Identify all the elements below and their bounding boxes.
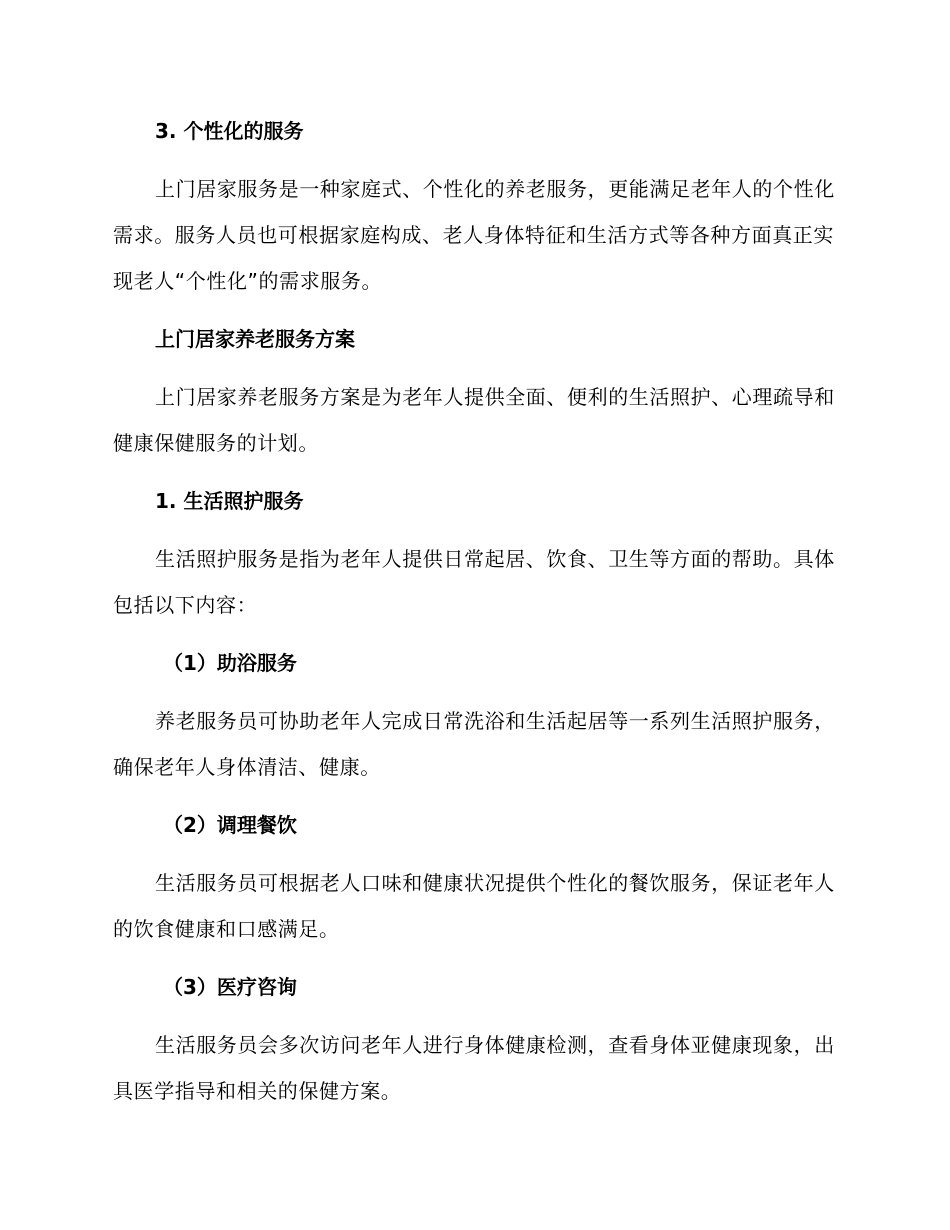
document-page <box>113 108 837 1114</box>
paragraph-medical-consult: 生活服务员会多次访问老年人进行身体健康检测，查看身体亚健康现象，出具医学指导和相关的保健方案。 <box>113 1033 835 1103</box>
section-heading-life-care: 1. 生活照护服务 <box>155 489 304 513</box>
paragraph-personalized-service: 上门居家服务是一种家庭式、个性化的养老服务，更能满足老年人的个性化需求。服务人员也可根据家庭构成、老人身体特征和生活方式等各种方面真正实现老人“个性化”的需求服务。 <box>113 177 835 293</box>
subheading-bathing: （1）助浴服务 <box>163 651 297 675</box>
subheading-catering: （2）调理餐饮 <box>163 813 297 837</box>
section-heading-service-plan: 上门居家养老服务方案 <box>155 327 355 351</box>
section-heading-personalized-service: 3. 个性化的服务 <box>155 119 304 143</box>
paragraph-bathing: 养老服务员可协助老年人完成日常洗浴和生活起居等一系列生活照护服务，确保老年人身体清洁、健康。 <box>113 709 835 779</box>
paragraph-service-plan: 上门居家养老服务方案是为老年人提供全面、便利的生活照护、心理疏导和健康保健服务的计划。 <box>113 385 835 455</box>
subheading-medical-consult: （3）医疗咨询 <box>163 975 297 999</box>
paragraph-catering: 生活服务员可根据老人口味和健康状况提供个性化的餐饮服务，保证老年人的饮食健康和口感满足。 <box>113 871 835 941</box>
paragraph-life-care: 生活照护服务是指为老年人提供日常起居、饮食、卫生等方面的帮助。具体包括以下内容： <box>113 547 835 617</box>
